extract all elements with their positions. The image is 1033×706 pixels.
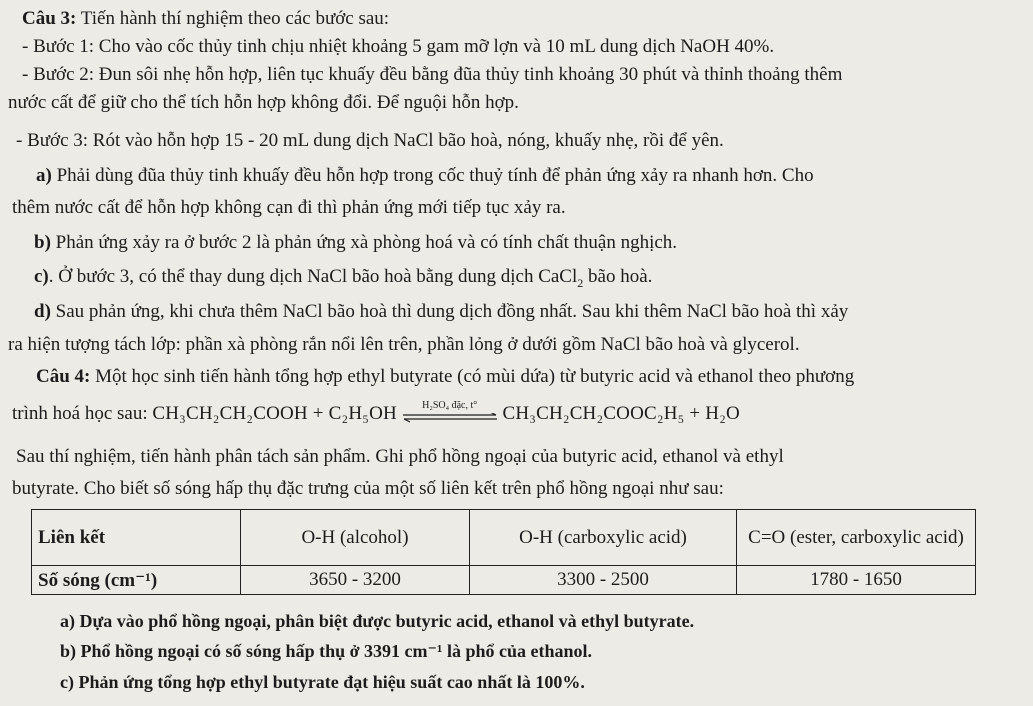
q3-step2-line1: - Bước 2: Đun sôi nhẹ hỗn hợp, liên tục khuấy đều bằng đũa thủy tinh khoảng 30 phút và thỉnh thoảng thêm [22,64,843,85]
ir-absorption-table [31,509,976,595]
q3-option-d-line2: ra hiện tượng tách lớp: phần xà phòng rắn nổi lên trên, phần lỏng ở dưới gồm NaCl bão hoà và glycerol. [8,334,800,355]
table-header-oh-acid: O-H (carboxylic acid) [470,510,737,566]
q3-step2-line2: nước cất để giữ cho thể tích hỗn hợp không đổi. Để nguội hỗn hợp. [8,92,519,113]
table-header-oh-alcohol: O-H (alcohol) [241,510,470,566]
q4-paragraph-line2: butyrate. Cho biết số sóng hấp thụ đặc trưng của một số liên kết trên phổ hồng ngoại như sau: [12,478,724,499]
table-header-co: C=O (ester, carboxylic acid) [737,510,976,566]
q4-option-b: b) Phổ hồng ngoại có số sóng hấp thụ ở 3391 cm⁻¹ là phổ của ethanol. [60,641,592,661]
q3-option-a-line2: thêm nước cất để hỗn hợp không cạn đi thì phản ứng mới tiếp tục xảy ra. [12,197,566,218]
q3-step1: - Bước 1: Cho vào cốc thủy tinh chịu nhiệt khoảng 5 gam mỡ lợn và 10 mL dung dịch NaOH 40%. [22,36,775,57]
q4-intro-text: Một học sinh tiến hành tổng hợp ethyl butyrate (có mùi dứa) từ butyric acid và ethanol theo phương [95,366,855,387]
q3-heading-line [22,7,389,31]
q3-option-c-text: . Ở bước 3, có thể thay dung dịch NaCl bão hoà bằng dung dịch [48,266,539,287]
q3-heading: Câu 3: [22,8,77,29]
q3-option-c-formula-sub: 2 [577,275,584,290]
q3-option-c-formula: CaCl [538,266,578,287]
equation-reactants: CH₃CH₂CH₂COOH + C₂H₅OH [152,403,397,424]
q3-step3: - Bước 3: Rót vào hỗn hợp 15 - 20 mL dung dịch NaCl bão hoà, nóng, khuấy nhẹ, rồi để yên. [16,130,724,151]
q3-option-a-text: Phải dùng đũa thủy tinh khuấy đều hỗn hợp trong cốc thuỷ tính để phản ứng xảy ra nhanh hơn. Cho [56,165,814,186]
q4-option-c: c) Phản ứng tổng hợp ethyl butyrate đạt hiệu suất cao nhất là 100%. [60,672,585,692]
table-row-label-wavenumber: Số sóng (cm⁻¹) [32,566,241,595]
q3-option-d-label: d) [34,301,51,322]
q3-option-b-text: Phản ứng xảy ra ở bước 2 là phản ứng xà phòng hoá và có tính chất thuận nghịch. [55,232,678,253]
q4-equation-line [12,399,740,427]
q3-option-a-line1 [36,164,814,188]
equilibrium-arrow-icon [402,399,498,427]
table-cell-oh-alcohol: 3650 - 3200 [241,566,470,595]
q4-intro-line2: trình hoá học sau: [12,403,153,424]
table-cell-co: 1780 - 1650 [737,566,976,595]
q4-heading: Câu 4: [36,366,91,387]
table-row [32,566,976,595]
table-row [32,510,976,566]
q4-paragraph-line1: Sau thí nghiệm, tiến hành phân tách sản phẩm. Ghi phổ hồng ngoại của butyric acid, ethanol và ethyl [16,446,784,467]
q4-option-a: a) Dựa vào phổ hồng ngoại, phân biệt được butyric acid, ethanol và ethyl butyrate. [60,611,695,631]
table-header-bond: Liên kết [32,510,241,566]
q3-option-d-text: Sau phản ứng, khi chưa thêm NaCl bão hoà thì dung dịch đồng nhất. Sau khi thêm NaCl bão hoà thì xảy [55,301,849,322]
equation-products: CH₃CH₂CH₂COOC₂H₅ + H₂O [502,403,740,424]
q3-option-b-label: b) [34,232,51,253]
q3-option-c-text-end: bão hoà. [583,266,653,287]
arrow-condition: H₂SO₄ đặc, t° [422,399,478,411]
q3-option-d-line1 [34,300,848,324]
q4-intro-line1 [36,365,854,389]
q3-option-c [34,265,652,289]
q3-option-b [34,231,677,255]
table-cell-oh-acid: 3300 - 2500 [470,566,737,595]
q3-option-c-label: c) [34,266,49,287]
q3-heading-text: Tiến hành thí nghiệm theo các bước sau: [80,8,390,29]
q3-option-a-label: a) [36,165,52,186]
